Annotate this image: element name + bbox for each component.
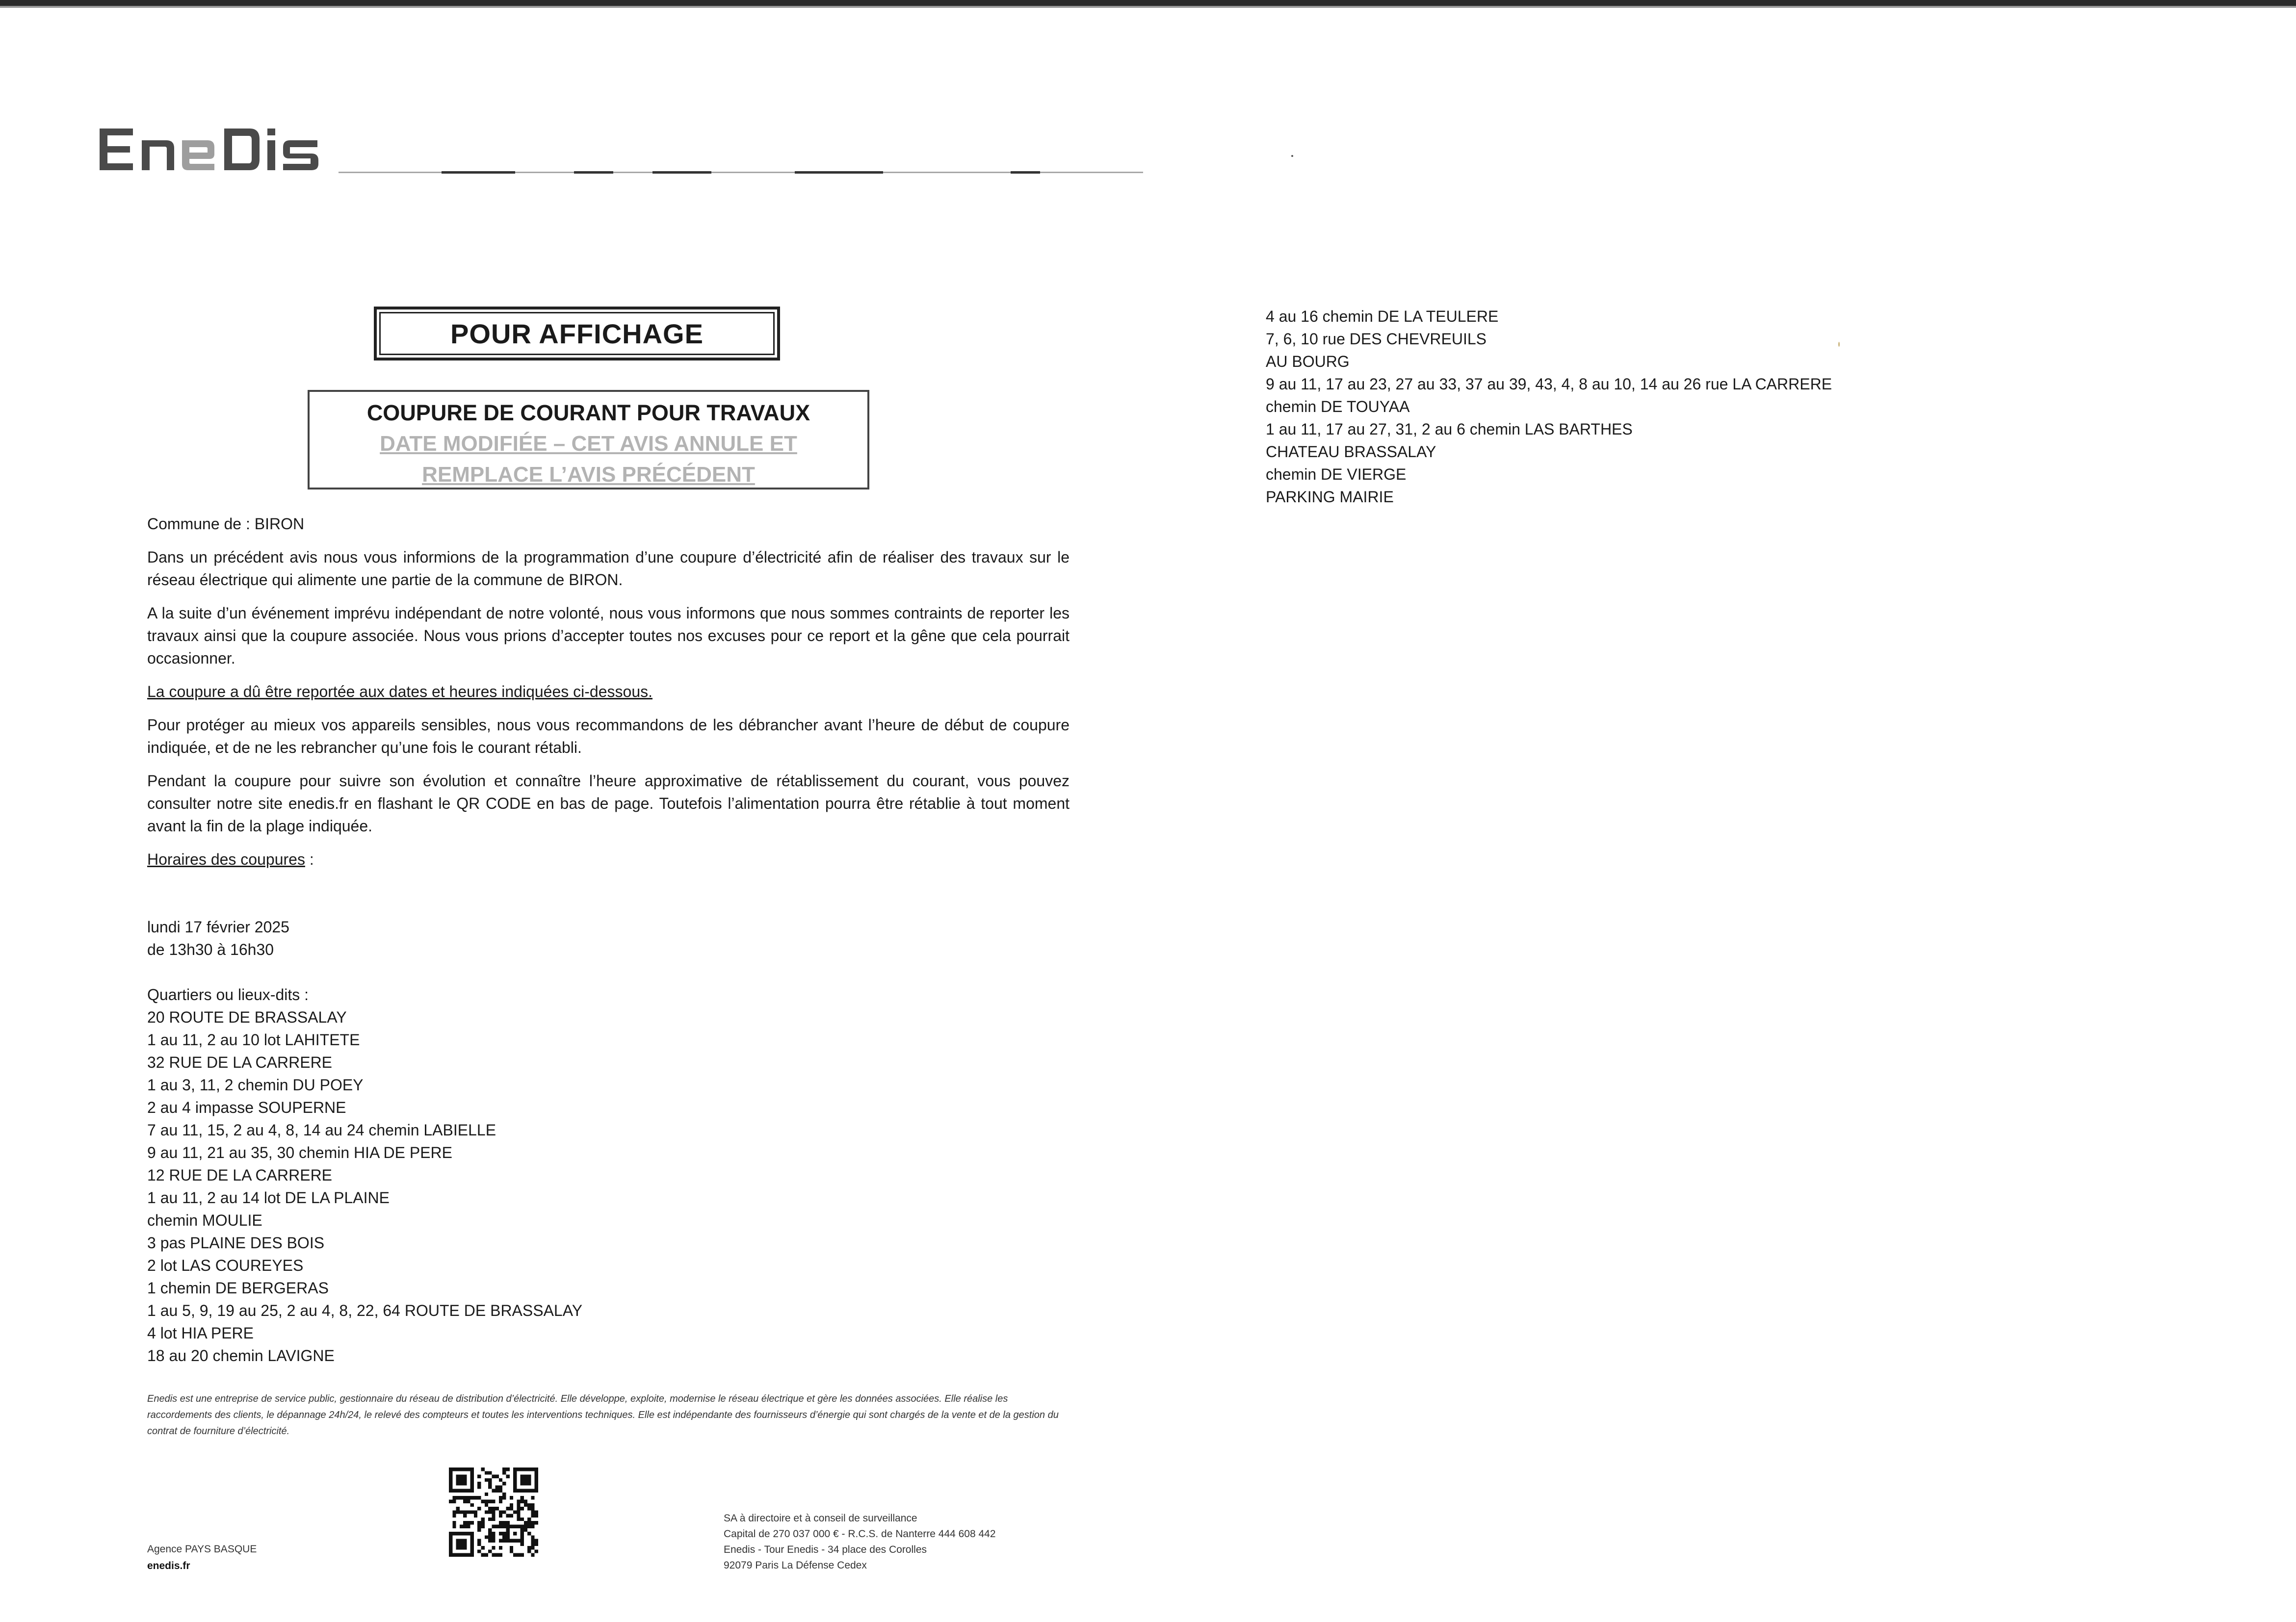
legal-line: SA à directoire et à conseil de surveillance <box>724 1513 917 1524</box>
address-item: 9 au 11, 21 au 35, 30 chemin HIA DE PERE <box>147 1144 452 1161</box>
legal-line: Capital de 270 037 000 € - R.C.S. de Nanterre 444 608 442 <box>724 1528 996 1540</box>
pour-affichage-box <box>374 307 780 360</box>
address-item: 32 RUE DE LA CARRERE <box>147 1054 333 1071</box>
address-item: 1 au 3, 11, 2 chemin DU POEY <box>147 1076 364 1094</box>
address-item: 2 lot LAS COUREYES <box>147 1257 304 1274</box>
scan-edge-shadow <box>0 6 2296 8</box>
address-list-left <box>147 1006 1070 1367</box>
legal-info <box>724 1511 996 1573</box>
address-item: 3 pas PLAINE DES BOIS <box>147 1234 325 1252</box>
address-item: 2 au 4 impasse SOUPERNE <box>147 1099 346 1116</box>
address-item: chemin DE TOUYAA <box>1266 398 1410 415</box>
outage-date: lundi 17 février 2025 <box>147 918 289 936</box>
agency-block <box>147 1541 257 1574</box>
legal-line: 92079 Paris La Défense Cedex <box>724 1560 867 1571</box>
address-item: 1 chemin DE BERGERAS <box>147 1279 329 1297</box>
coupure-title: COUPURE DE COURANT POUR TRAVAUX <box>366 400 810 425</box>
address-item: 7 au 11, 15, 2 au 4, 8, 14 au 24 chemin LABIELLE <box>147 1121 496 1139</box>
address-item: CHATEAU BRASSALAY <box>1266 443 1436 461</box>
scan-speck <box>1838 342 1840 347</box>
scan-speck <box>1291 155 1293 157</box>
address-item: 1 au 11, 2 au 10 lot LAHITETE <box>147 1031 360 1049</box>
coupure-notice-box <box>308 390 869 489</box>
address-item: chemin MOULIE <box>147 1211 262 1229</box>
pour-affichage-title: POUR AFFICHAGE <box>379 312 775 355</box>
quartiers-label: Quartiers ou lieux-dits : <box>147 986 309 1004</box>
agency-name: Agence PAYS BASQUE <box>147 1544 257 1555</box>
address-list-right <box>1266 305 1832 508</box>
address-item: 1 au 11, 2 au 14 lot DE LA PLAINE <box>147 1189 390 1207</box>
outage-time: de 13h30 à 16h30 <box>147 941 274 958</box>
address-item: 1 au 5, 9, 19 au 25, 2 au 4, 8, 22, 64 ROUTE DE BRASSALAY <box>147 1302 583 1319</box>
address-item: 7, 6, 10 rue DES CHEVREUILS <box>1266 330 1487 348</box>
address-item: 1 au 11, 17 au 27, 31, 2 au 6 chemin LAS BARTHES <box>1266 420 1633 438</box>
website-link[interactable]: enedis.fr <box>147 1560 190 1571</box>
scan-edge <box>0 0 2296 6</box>
paragraph-unplug-advice: Pour protéger au mieux vos appareils sensibles, nous vous recommandons de les débrancher avant l’heure de début de coupure indiquée, et de ne les rebrancher qu’une fois le courant rétabli. <box>147 716 1070 756</box>
modification-line-1: DATE MODIFIÉE – CET AVIS ANNULE ET <box>380 432 797 456</box>
address-item: chemin DE VIERGE <box>1266 465 1407 483</box>
address-item: PARKING MAIRIE <box>1266 488 1394 506</box>
legal-line: Enedis - Tour Enedis - 34 place des Corolles <box>724 1544 927 1555</box>
paragraph-postponement: A la suite d’un événement imprévu indépendant de notre volonté, nous vous informons que nous sommes contraints de reporter les travaux ainsi que la coupure associée. Nous vous prions d’accepter toutes nos excuses pour ce report et la gêne que cela pourrait occasionner. <box>147 604 1070 667</box>
horaires-label: Horaires des coupures <box>147 850 305 868</box>
logo-underline <box>339 172 1143 173</box>
address-item: 12 RUE DE LA CARRERE <box>147 1166 333 1184</box>
paragraph-previous-notice: Dans un précédent avis nous vous informions de la programmation d’une coupure d’électricité afin de réaliser des travaux sur le réseau électrique qui alimente une partie de la commune de BIRON. <box>147 548 1070 589</box>
enedis-mission-note: Enedis est une entreprise de service public, gestionnaire du réseau de distribution d’électricité. Elle développe, exploite, modernise le réseau électrique et gère les données associées. Elle réalise les raccordements des clients, le dépannage 24h/24, le relevé des compteurs et toutes les interventions techniques. Elle est indépendante des fournisseurs d’énergie qui sont chargés de la vente et de la gestion du contrat de fourniture d’électricité. <box>147 1393 1059 1437</box>
address-item: 18 au 20 chemin LAVIGNE <box>147 1347 335 1365</box>
notice-body <box>147 513 1070 1367</box>
qr-code[interactable] <box>449 1468 538 1557</box>
modification-line-2: REMPLACE L’AVIS PRÉCÉDENT <box>422 463 755 487</box>
horaires-colon: : <box>305 850 314 868</box>
paragraph-new-dates: La coupure a dû être reportée aux dates et heures indiquées ci-dessous. <box>147 683 652 700</box>
address-item: AU BOURG <box>1266 353 1350 370</box>
commune: Commune de : BIRON <box>147 515 305 533</box>
enedis-logo <box>96 123 331 177</box>
address-item: 20 ROUTE DE BRASSALAY <box>147 1008 347 1026</box>
address-item: 4 lot HIA PERE <box>147 1324 254 1342</box>
paragraph-qr-info: Pendant la coupure pour suivre son évolution et connaître l’heure approximative de rétablissement du courant, vous pouvez consulter notre site enedis.fr en flashant le QR CODE en bas de page. Toutefois l’alimentation pourra être rétablie à tout moment avant la fin de la plage indiquée. <box>147 772 1070 835</box>
address-item: 9 au 11, 17 au 23, 27 au 33, 37 au 39, 43, 4, 8 au 10, 14 au 26 rue LA CARRERE <box>1266 375 1832 393</box>
address-item: 4 au 16 chemin DE LA TEULERE <box>1266 308 1499 325</box>
